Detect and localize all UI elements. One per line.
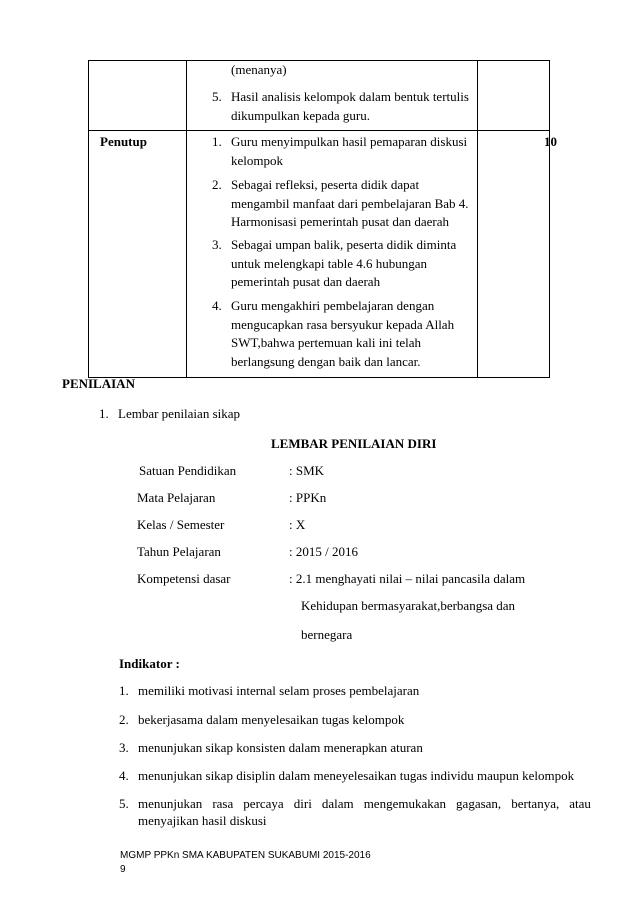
list-item: Hasil analisis kelompok dalam bentuk tertulis dikumpulkan kepada guru.	[231, 89, 469, 123]
list-item: Guru mengakhiri pembelajaran dengan mengucapkan rasa bersyukur kepada Allah SWT,bahwa pertemuan kali ini telah berlangsung dengan baik dan lancar.	[231, 298, 455, 369]
field-value: : 2.1 menghayati nilai – nilai pancasila dalam	[289, 571, 526, 586]
table-border-left	[88, 60, 89, 378]
field-value: : 2015 / 2016	[289, 544, 358, 559]
table-border-bottom	[88, 377, 550, 378]
table-row-divider	[88, 130, 550, 131]
indikator-item-justified: menunjukan rasa percaya diri dalam mengemukakan gagasan, bertanya, atau	[138, 796, 591, 811]
list-number: 3.	[119, 740, 129, 755]
list-item: Sebagai umpan balik, peserta didik diminta untuk melengkapi table 4.6 hubungan pemerintah pusat dan daerah	[231, 237, 457, 289]
indikator-item: menunjukan sikap konsisten dalam menerapkan aturan	[138, 740, 423, 755]
activity-table	[88, 60, 557, 378]
field-label: Satuan Pendidikan	[139, 463, 237, 478]
page-number: 9	[120, 864, 126, 875]
field-value: : X	[289, 517, 306, 532]
section-title: PENILAIAN	[62, 376, 135, 391]
field-label: Mata Pelajaran	[137, 490, 216, 505]
sub-item-text: Lembar penilaian sikap	[118, 406, 241, 421]
field-label: Kompetensi dasar	[137, 571, 231, 586]
field-value: : SMK	[289, 463, 325, 478]
list-number: 2.	[212, 177, 222, 192]
indikator-item: menunjukan sikap disiplin dalam meneyelesaikan tugas individu maupun kelompok	[138, 768, 575, 783]
list-item: Sebagai refleksi, peserta didik dapat mengambil manfaat dari pembelajaran Bab 4. Harmonisasi pemerintah pusat dan daerah	[231, 177, 469, 229]
field-label: Tahun Pelajaran	[137, 544, 221, 559]
list-number: 4.	[119, 768, 129, 783]
list-number: 5.	[119, 796, 129, 811]
table-cell-text: (menanya)	[231, 62, 287, 77]
field-value-cont: Kehidupan bermasyarakat,berbangsa dan	[301, 598, 516, 613]
list-number: 5.	[212, 89, 222, 104]
list-number: 1.	[119, 683, 129, 698]
list-item: Guru menyimpulkan hasil pemaparan diskusi kelompok	[231, 134, 468, 168]
form-title: LEMBAR PENILAIAN DIRI	[271, 436, 437, 451]
list-number: 2.	[119, 712, 129, 727]
field-label: Kelas / Semester	[137, 517, 225, 532]
time-value: 10	[544, 134, 557, 149]
table-border-col1	[186, 60, 187, 378]
indikator-item-cont: menyajikan hasil diskusi	[138, 813, 267, 828]
list-number: 4.	[212, 298, 222, 313]
footer-text: MGMP PPKn SMA KABUPATEN SUKABUMI 2015-2016	[120, 850, 371, 861]
phase-label: Penutup	[100, 134, 147, 149]
indikator-title: Indikator :	[119, 656, 180, 671]
field-value: : PPKn	[289, 490, 327, 505]
list-number: 1.	[212, 134, 222, 149]
list-number: 1.	[99, 406, 109, 421]
indikator-item: memiliki motivasi internal selam proses pembelajaran	[138, 683, 420, 698]
table-border-top	[88, 60, 550, 61]
table-border-right	[549, 60, 550, 378]
list-number: 3.	[212, 237, 222, 252]
field-value-cont: bernegara	[301, 627, 353, 642]
indikator-item: bekerjasama dalam menyelesaikan tugas kelompok	[138, 712, 405, 727]
table-border-col2	[477, 60, 478, 378]
